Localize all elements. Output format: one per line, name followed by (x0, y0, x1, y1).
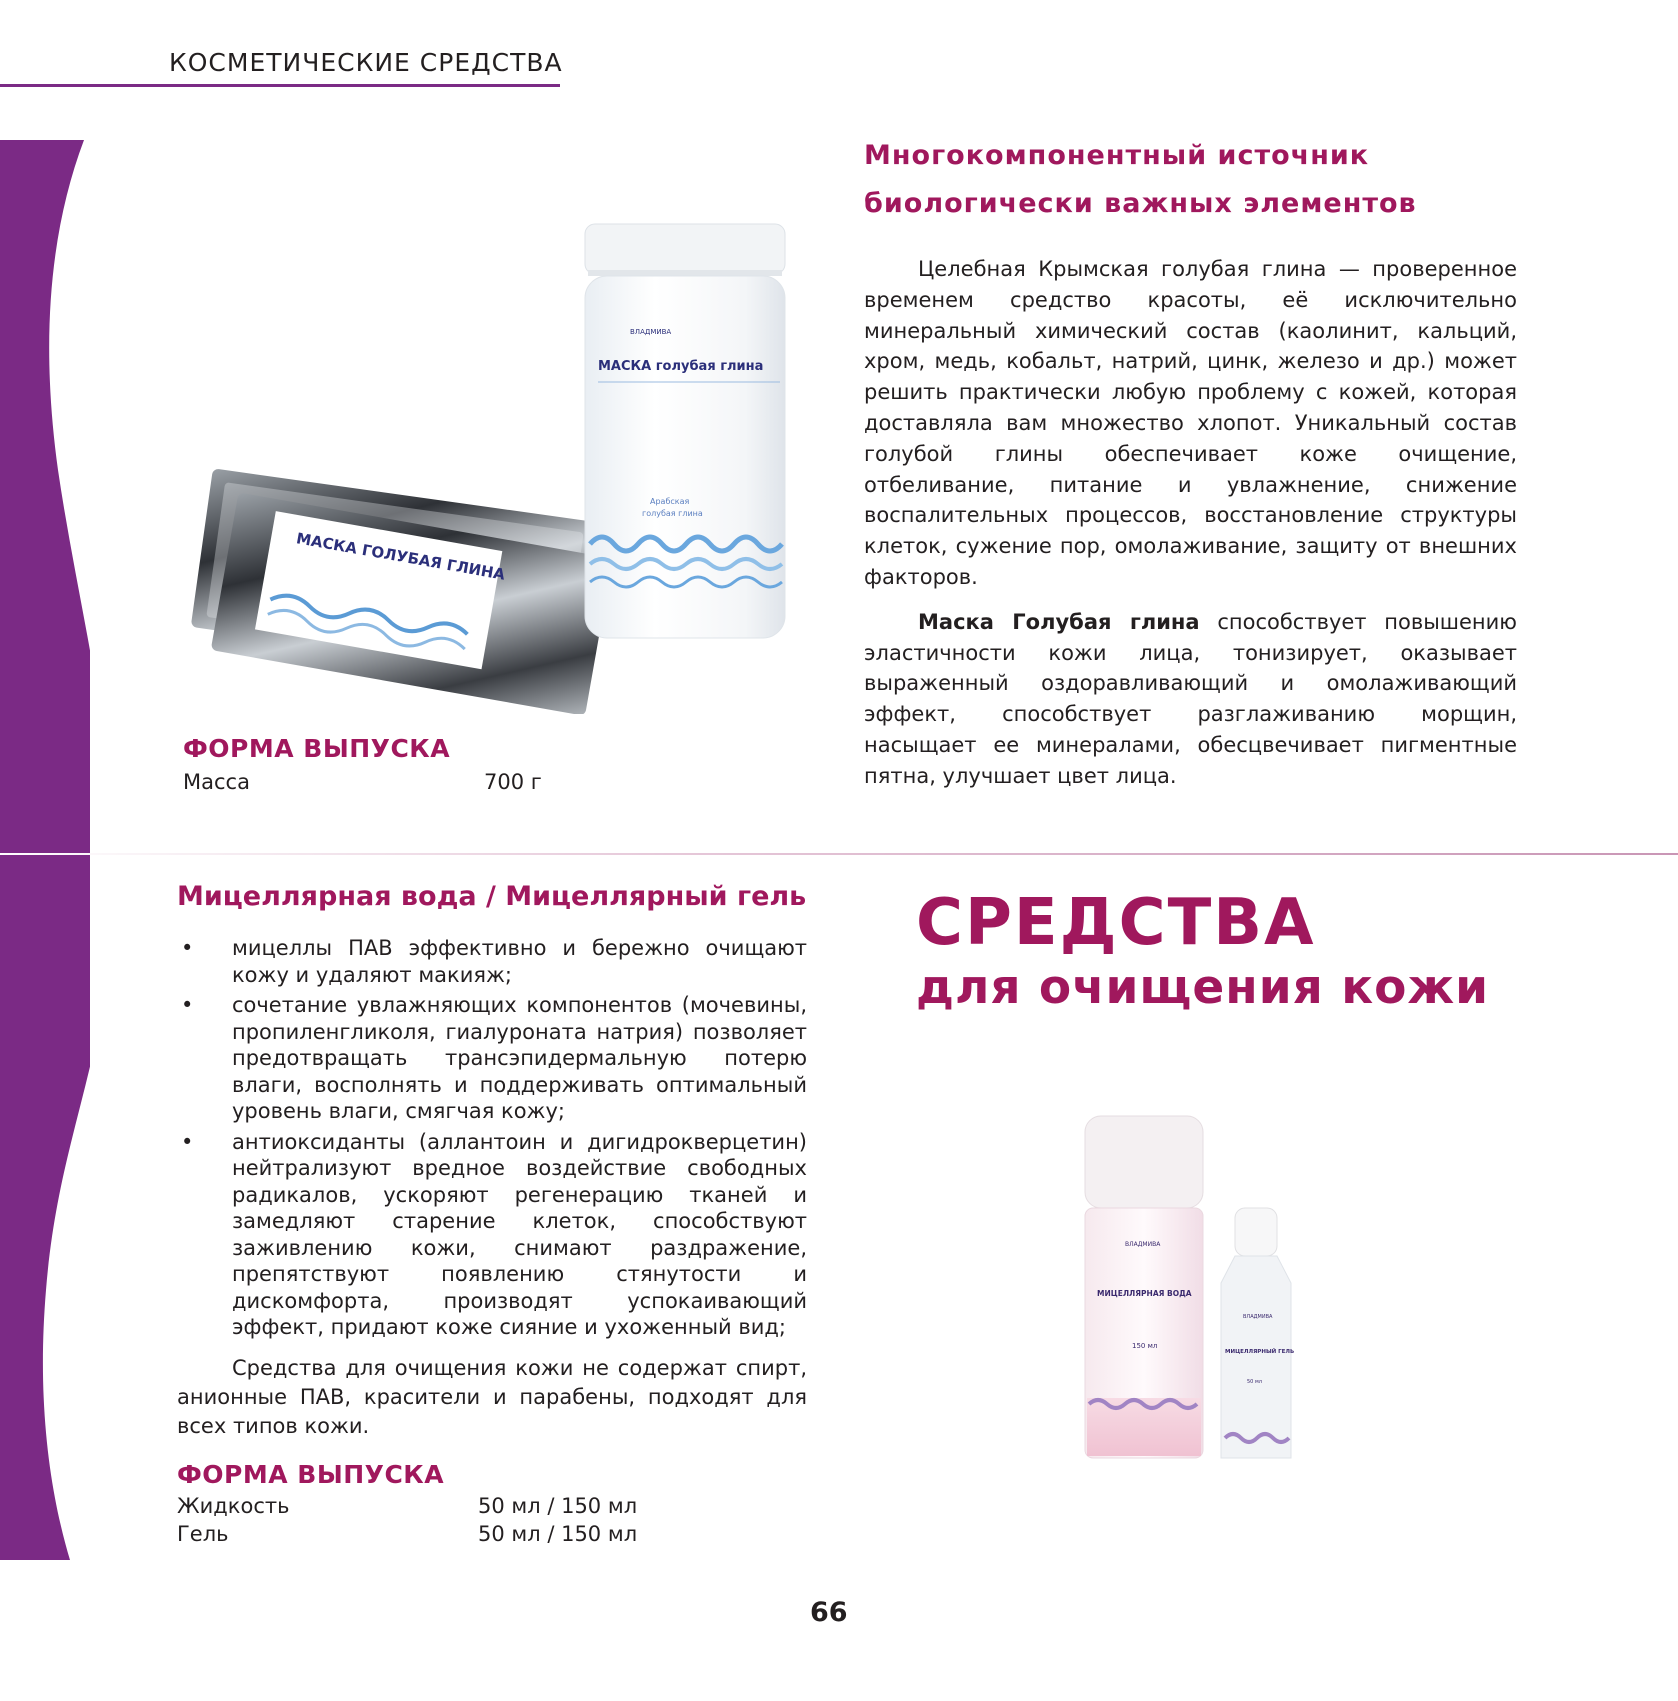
category-heading-line1: СРЕДСТВА (916, 886, 1316, 960)
large-bottle-label: МИЦЕЛЛЯРНАЯ ВОДА (1097, 1289, 1192, 1298)
large-bottle-volume: 150 мл (1132, 1342, 1158, 1350)
micellar-closing-text: Средства для очищения кожи не содержат спирт, анионные ПАВ, красители и парабены, подходят для всех типов кожи. (177, 1356, 807, 1438)
jar-sublabel-1: Арабская (650, 497, 690, 506)
release-row-value: 50 мл / 150 мл (478, 1522, 638, 1546)
small-bottle-label: МИЦЕЛЛЯРНЫЙ ГЕЛЬ (1225, 1349, 1295, 1355)
list-item: • антиоксиданты (аллантоин и дигидрокверцетин) нейтрализуют вредное воздействие свободных радикалов, ускоряют регенерацию тканей и замедляют старение клеток, способствуют заживлению кожи, снимают раздражение, препятствуют появлению стянутости и дискомфорта, производят успокаивающий эффект, придают коже сияние и ухоженный вид; (177, 1129, 807, 1341)
micellar-products-image (1075, 1108, 1315, 1468)
release-row-value: 50 мл / 150 мл (478, 1494, 638, 1518)
category-heading-line2: для очищения кожи (916, 960, 1490, 1015)
release-row-label: Жидкость (177, 1494, 290, 1518)
header-divider (0, 84, 560, 87)
section-title: КОСМЕТИЧЕСКИЕ СРЕДСТВА (169, 48, 563, 77)
list-item: • сочетание увлажняющих компонентов (мочевины, пропиленгликоля, гиалуроната натрия) позволяет предотвращать трансэпидермальную потерю влаги, восполнять и поддерживать оптимальный уровень влаги, смягчая кожу; (177, 992, 807, 1125)
jar-sublabel-2: голубая глина (642, 509, 703, 518)
clay-release-form-title: ФОРМА ВЫПУСКА (183, 734, 451, 763)
clay-paragraph-2-text: способствует повышению эластичности кожи лица, тонизирует, оказывает выраженный оздоравливающий и омолаживающий эффект, способствует разглаживанию морщин, насыщает ее минералами, обесцвечивает пигментные пятна, улучшает цвет лица. (864, 609, 1517, 788)
jar-label: МАСКА голубая глина (598, 359, 764, 374)
clay-description (864, 254, 1517, 792)
decorative-side-wave (0, 140, 90, 1560)
clay-paragraph-2 (864, 607, 1517, 792)
clay-product-name: Маска Голубая глина (918, 609, 1200, 634)
micellar-benefits-list (177, 935, 807, 1345)
list-item: • мицеллы ПАВ эффективно и бережно очищают кожу и удаляют макияж; (177, 935, 807, 988)
small-bottle-volume: 50 мл (1247, 1379, 1262, 1385)
clay-heading-line2: биологически важных элементов (864, 188, 1417, 219)
small-bottle-brand: ВЛАДМИВА (1243, 1314, 1273, 1320)
clay-paragraph-1: Целебная Крымская голубая глина — проверенное временем средство красоты, её исключительно минеральный химический состав (каолинит, кальций, хром, медь, кобальт, натрий, цинк, железо и др.) может решить практически любую проблему с кожей, которая доставляла вам множество хлопот. Уникальный состав голубой глины обеспечивает коже очищение, отбеливание, питание и увлажнение, снижение воспалительных процессов, восстановление структуры клеток, сужение пор, омолаживание, защиту от внешних факторов. (864, 257, 1517, 589)
release-row-label: Гель (177, 1522, 229, 1546)
clay-release-form-value: 700 г (484, 770, 542, 794)
clay-release-form-label: Масса (183, 770, 250, 794)
micellar-title: Мицеллярная вода / Мицеллярный гель (177, 881, 807, 912)
large-bottle-brand: ВЛАДМИВА (1125, 1241, 1161, 1248)
micellar-closing (177, 1354, 807, 1441)
clay-heading-line1: Многокомпонентный источник (864, 140, 1370, 171)
sachet-label: МАСКА ГОЛУБАЯ ГЛИНА (294, 529, 507, 584)
micellar-release-form-title: ФОРМА ВЫПУСКА (177, 1460, 445, 1489)
jar-brand: ВЛАДМИВА (630, 328, 672, 336)
blue-clay-mask-image (190, 214, 810, 714)
page-number: 66 (810, 1597, 848, 1628)
section-divider (0, 853, 1678, 855)
